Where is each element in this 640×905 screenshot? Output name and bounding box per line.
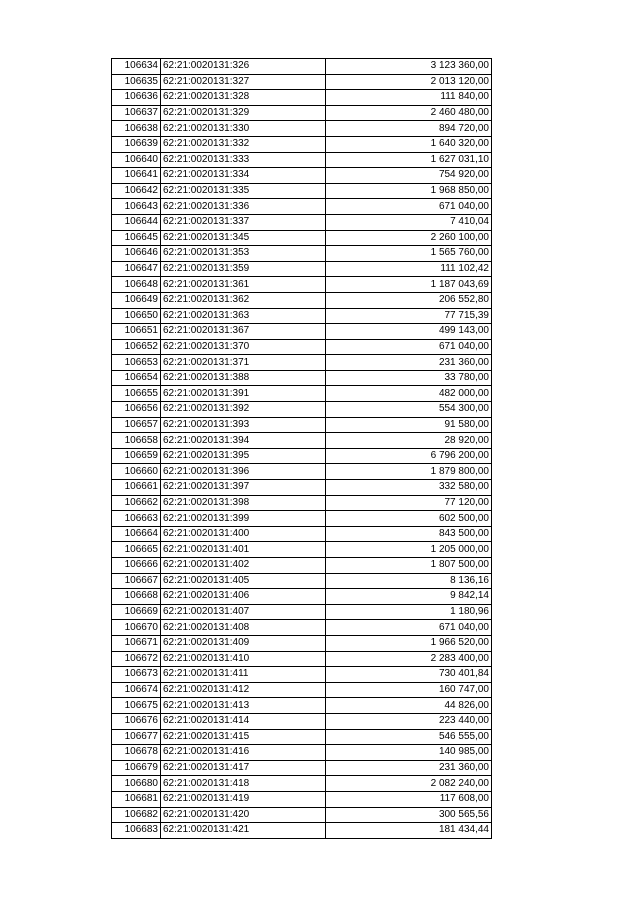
row-id-cell: 106650 [112, 308, 161, 324]
value-cell: 2 082 240,00 [326, 776, 492, 792]
cadastral-number-cell: 62:21:0020131:418 [161, 776, 326, 792]
cadastral-number-cell: 62:21:0020131:335 [161, 183, 326, 199]
table-row [112, 589, 492, 605]
table-row [112, 776, 492, 792]
table-row [112, 495, 492, 511]
value-cell: 1 968 850,00 [326, 183, 492, 199]
value-cell: 1 565 760,00 [326, 246, 492, 262]
row-id-cell: 106652 [112, 339, 161, 355]
table-row [112, 604, 492, 620]
value-cell: 499 143,00 [326, 324, 492, 340]
value-cell: 77 120,00 [326, 495, 492, 511]
table-row [112, 745, 492, 761]
value-cell: 482 000,00 [326, 386, 492, 402]
table-row [112, 246, 492, 262]
table-row [112, 230, 492, 246]
value-cell: 231 360,00 [326, 760, 492, 776]
table-row [112, 261, 492, 277]
value-cell: 730 401,84 [326, 667, 492, 683]
value-cell: 1 180,96 [326, 604, 492, 620]
row-id-cell: 106653 [112, 355, 161, 371]
cadastral-number-cell: 62:21:0020131:421 [161, 823, 326, 839]
row-id-cell: 106646 [112, 246, 161, 262]
table-row [112, 183, 492, 199]
value-cell: 671 040,00 [326, 620, 492, 636]
cadastral-number-cell: 62:21:0020131:405 [161, 573, 326, 589]
cadastral-number-cell: 62:21:0020131:337 [161, 214, 326, 230]
row-id-cell: 106682 [112, 807, 161, 823]
row-id-cell: 106643 [112, 199, 161, 215]
value-cell: 77 715,39 [326, 308, 492, 324]
cadastral-number-cell: 62:21:0020131:327 [161, 74, 326, 90]
row-id-cell: 106671 [112, 635, 161, 651]
cadastral-number-cell: 62:21:0020131:370 [161, 339, 326, 355]
cadastral-number-cell: 62:21:0020131:399 [161, 511, 326, 527]
value-cell: 1 879 800,00 [326, 464, 492, 480]
cadastral-number-cell: 62:21:0020131:397 [161, 480, 326, 496]
cadastral-value-table-wrapper [111, 58, 492, 839]
table-row [112, 480, 492, 496]
row-id-cell: 106658 [112, 433, 161, 449]
row-id-cell: 106647 [112, 261, 161, 277]
cadastral-number-cell: 62:21:0020131:396 [161, 464, 326, 480]
cadastral-number-cell: 62:21:0020131:415 [161, 729, 326, 745]
cadastral-number-cell: 62:21:0020131:416 [161, 745, 326, 761]
row-id-cell: 106642 [112, 183, 161, 199]
row-id-cell: 106673 [112, 667, 161, 683]
cadastral-number-cell: 62:21:0020131:414 [161, 713, 326, 729]
row-id-cell: 106674 [112, 682, 161, 698]
row-id-cell: 106659 [112, 448, 161, 464]
table-row [112, 402, 492, 418]
value-cell: 1 640 320,00 [326, 136, 492, 152]
value-cell: 300 565,56 [326, 807, 492, 823]
cadastral-number-cell: 62:21:0020131:353 [161, 246, 326, 262]
value-cell: 181 434,44 [326, 823, 492, 839]
value-cell: 9 842,14 [326, 589, 492, 605]
row-id-cell: 106651 [112, 324, 161, 340]
value-cell: 1 187 043,69 [326, 277, 492, 293]
value-cell: 3 123 360,00 [326, 59, 492, 75]
row-id-cell: 106634 [112, 59, 161, 75]
table-row [112, 433, 492, 449]
value-cell: 223 440,00 [326, 713, 492, 729]
value-cell: 44 826,00 [326, 698, 492, 714]
cadastral-number-cell: 62:21:0020131:412 [161, 682, 326, 698]
table-row [112, 651, 492, 667]
cadastral-number-cell: 62:21:0020131:359 [161, 261, 326, 277]
row-id-cell: 106657 [112, 417, 161, 433]
value-cell: 140 985,00 [326, 745, 492, 761]
row-id-cell: 106660 [112, 464, 161, 480]
value-cell: 231 360,00 [326, 355, 492, 371]
table-row [112, 542, 492, 558]
row-id-cell: 106672 [112, 651, 161, 667]
cadastral-number-cell: 62:21:0020131:410 [161, 651, 326, 667]
table-row [112, 760, 492, 776]
value-cell: 7 410,04 [326, 214, 492, 230]
table-row [112, 573, 492, 589]
value-cell: 206 552,80 [326, 292, 492, 308]
cadastral-number-cell: 62:21:0020131:419 [161, 791, 326, 807]
value-cell: 2 013 120,00 [326, 74, 492, 90]
table-row [112, 324, 492, 340]
table-row [112, 199, 492, 215]
cadastral-number-cell: 62:21:0020131:332 [161, 136, 326, 152]
table-row [112, 823, 492, 839]
row-id-cell: 106663 [112, 511, 161, 527]
table-row [112, 511, 492, 527]
table-row [112, 152, 492, 168]
row-id-cell: 106648 [112, 277, 161, 293]
table-row [112, 791, 492, 807]
value-cell: 8 136,16 [326, 573, 492, 589]
cadastral-number-cell: 62:21:0020131:328 [161, 90, 326, 106]
value-cell: 671 040,00 [326, 199, 492, 215]
row-id-cell: 106675 [112, 698, 161, 714]
table-row [112, 277, 492, 293]
value-cell: 28 920,00 [326, 433, 492, 449]
value-cell: 1 627 031,10 [326, 152, 492, 168]
cadastral-number-cell: 62:21:0020131:361 [161, 277, 326, 293]
row-id-cell: 106667 [112, 573, 161, 589]
row-id-cell: 106640 [112, 152, 161, 168]
table-row [112, 74, 492, 90]
cadastral-number-cell: 62:21:0020131:345 [161, 230, 326, 246]
row-id-cell: 106683 [112, 823, 161, 839]
row-id-cell: 106664 [112, 526, 161, 542]
cadastral-number-cell: 62:21:0020131:409 [161, 635, 326, 651]
value-cell: 554 300,00 [326, 402, 492, 418]
row-id-cell: 106636 [112, 90, 161, 106]
row-id-cell: 106637 [112, 105, 161, 121]
table-row [112, 682, 492, 698]
table-row [112, 355, 492, 371]
row-id-cell: 106641 [112, 168, 161, 184]
row-id-cell: 106677 [112, 729, 161, 745]
table-row [112, 214, 492, 230]
table-row [112, 667, 492, 683]
row-id-cell: 106635 [112, 74, 161, 90]
table-row [112, 339, 492, 355]
cadastral-number-cell: 62:21:0020131:407 [161, 604, 326, 620]
cadastral-number-cell: 62:21:0020131:413 [161, 698, 326, 714]
row-id-cell: 106670 [112, 620, 161, 636]
cadastral-number-cell: 62:21:0020131:400 [161, 526, 326, 542]
value-cell: 1 205 000,00 [326, 542, 492, 558]
value-cell: 1 966 520,00 [326, 635, 492, 651]
value-cell: 111 102,42 [326, 261, 492, 277]
cadastral-number-cell: 62:21:0020131:402 [161, 558, 326, 574]
value-cell: 754 920,00 [326, 168, 492, 184]
cadastral-number-cell: 62:21:0020131:326 [161, 59, 326, 75]
table-row [112, 713, 492, 729]
row-id-cell: 106668 [112, 589, 161, 605]
table-row [112, 448, 492, 464]
cadastral-number-cell: 62:21:0020131:371 [161, 355, 326, 371]
row-id-cell: 106680 [112, 776, 161, 792]
table-row [112, 526, 492, 542]
row-id-cell: 106681 [112, 791, 161, 807]
table-row [112, 370, 492, 386]
row-id-cell: 106661 [112, 480, 161, 496]
table-row [112, 635, 492, 651]
value-cell: 6 796 200,00 [326, 448, 492, 464]
row-id-cell: 106654 [112, 370, 161, 386]
table-row [112, 558, 492, 574]
cadastral-number-cell: 62:21:0020131:392 [161, 402, 326, 418]
cadastral-number-cell: 62:21:0020131:401 [161, 542, 326, 558]
value-cell: 160 747,00 [326, 682, 492, 698]
table-row [112, 807, 492, 823]
value-cell: 1 807 500,00 [326, 558, 492, 574]
cadastral-number-cell: 62:21:0020131:393 [161, 417, 326, 433]
cadastral-number-cell: 62:21:0020131:411 [161, 667, 326, 683]
table-row [112, 308, 492, 324]
cadastral-number-cell: 62:21:0020131:363 [161, 308, 326, 324]
row-id-cell: 106638 [112, 121, 161, 137]
row-id-cell: 106655 [112, 386, 161, 402]
cadastral-number-cell: 62:21:0020131:330 [161, 121, 326, 137]
row-id-cell: 106645 [112, 230, 161, 246]
value-cell: 546 555,00 [326, 729, 492, 745]
table-row [112, 136, 492, 152]
value-cell: 91 580,00 [326, 417, 492, 433]
cadastral-number-cell: 62:21:0020131:406 [161, 589, 326, 605]
table-row [112, 620, 492, 636]
row-id-cell: 106678 [112, 745, 161, 761]
row-id-cell: 106662 [112, 495, 161, 511]
row-id-cell: 106639 [112, 136, 161, 152]
table-row [112, 292, 492, 308]
value-cell: 332 580,00 [326, 480, 492, 496]
value-cell: 671 040,00 [326, 339, 492, 355]
cadastral-value-table [111, 58, 492, 839]
row-id-cell: 106665 [112, 542, 161, 558]
table-row [112, 121, 492, 137]
table-row [112, 464, 492, 480]
value-cell: 602 500,00 [326, 511, 492, 527]
cadastral-number-cell: 62:21:0020131:329 [161, 105, 326, 121]
value-cell: 894 720,00 [326, 121, 492, 137]
cadastral-number-cell: 62:21:0020131:334 [161, 168, 326, 184]
cadastral-number-cell: 62:21:0020131:420 [161, 807, 326, 823]
row-id-cell: 106649 [112, 292, 161, 308]
table-row [112, 168, 492, 184]
cadastral-number-cell: 62:21:0020131:336 [161, 199, 326, 215]
table-row [112, 417, 492, 433]
row-id-cell: 106666 [112, 558, 161, 574]
cadastral-number-cell: 62:21:0020131:417 [161, 760, 326, 776]
row-id-cell: 106669 [112, 604, 161, 620]
value-cell: 843 500,00 [326, 526, 492, 542]
cadastral-number-cell: 62:21:0020131:391 [161, 386, 326, 402]
value-cell: 33 780,00 [326, 370, 492, 386]
cadastral-number-cell: 62:21:0020131:398 [161, 495, 326, 511]
value-cell: 117 608,00 [326, 791, 492, 807]
row-id-cell: 106656 [112, 402, 161, 418]
cadastral-number-cell: 62:21:0020131:388 [161, 370, 326, 386]
table-row [112, 105, 492, 121]
cadastral-number-cell: 62:21:0020131:408 [161, 620, 326, 636]
table-row [112, 386, 492, 402]
cadastral-number-cell: 62:21:0020131:333 [161, 152, 326, 168]
table-row [112, 698, 492, 714]
value-cell: 111 840,00 [326, 90, 492, 106]
cadastral-number-cell: 62:21:0020131:395 [161, 448, 326, 464]
row-id-cell: 106676 [112, 713, 161, 729]
table-row [112, 59, 492, 75]
row-id-cell: 106644 [112, 214, 161, 230]
table-row [112, 729, 492, 745]
table-row [112, 90, 492, 106]
cadastral-number-cell: 62:21:0020131:362 [161, 292, 326, 308]
value-cell: 2 260 100,00 [326, 230, 492, 246]
table-body [112, 59, 492, 839]
value-cell: 2 460 480,00 [326, 105, 492, 121]
row-id-cell: 106679 [112, 760, 161, 776]
value-cell: 2 283 400,00 [326, 651, 492, 667]
cadastral-number-cell: 62:21:0020131:394 [161, 433, 326, 449]
cadastral-number-cell: 62:21:0020131:367 [161, 324, 326, 340]
